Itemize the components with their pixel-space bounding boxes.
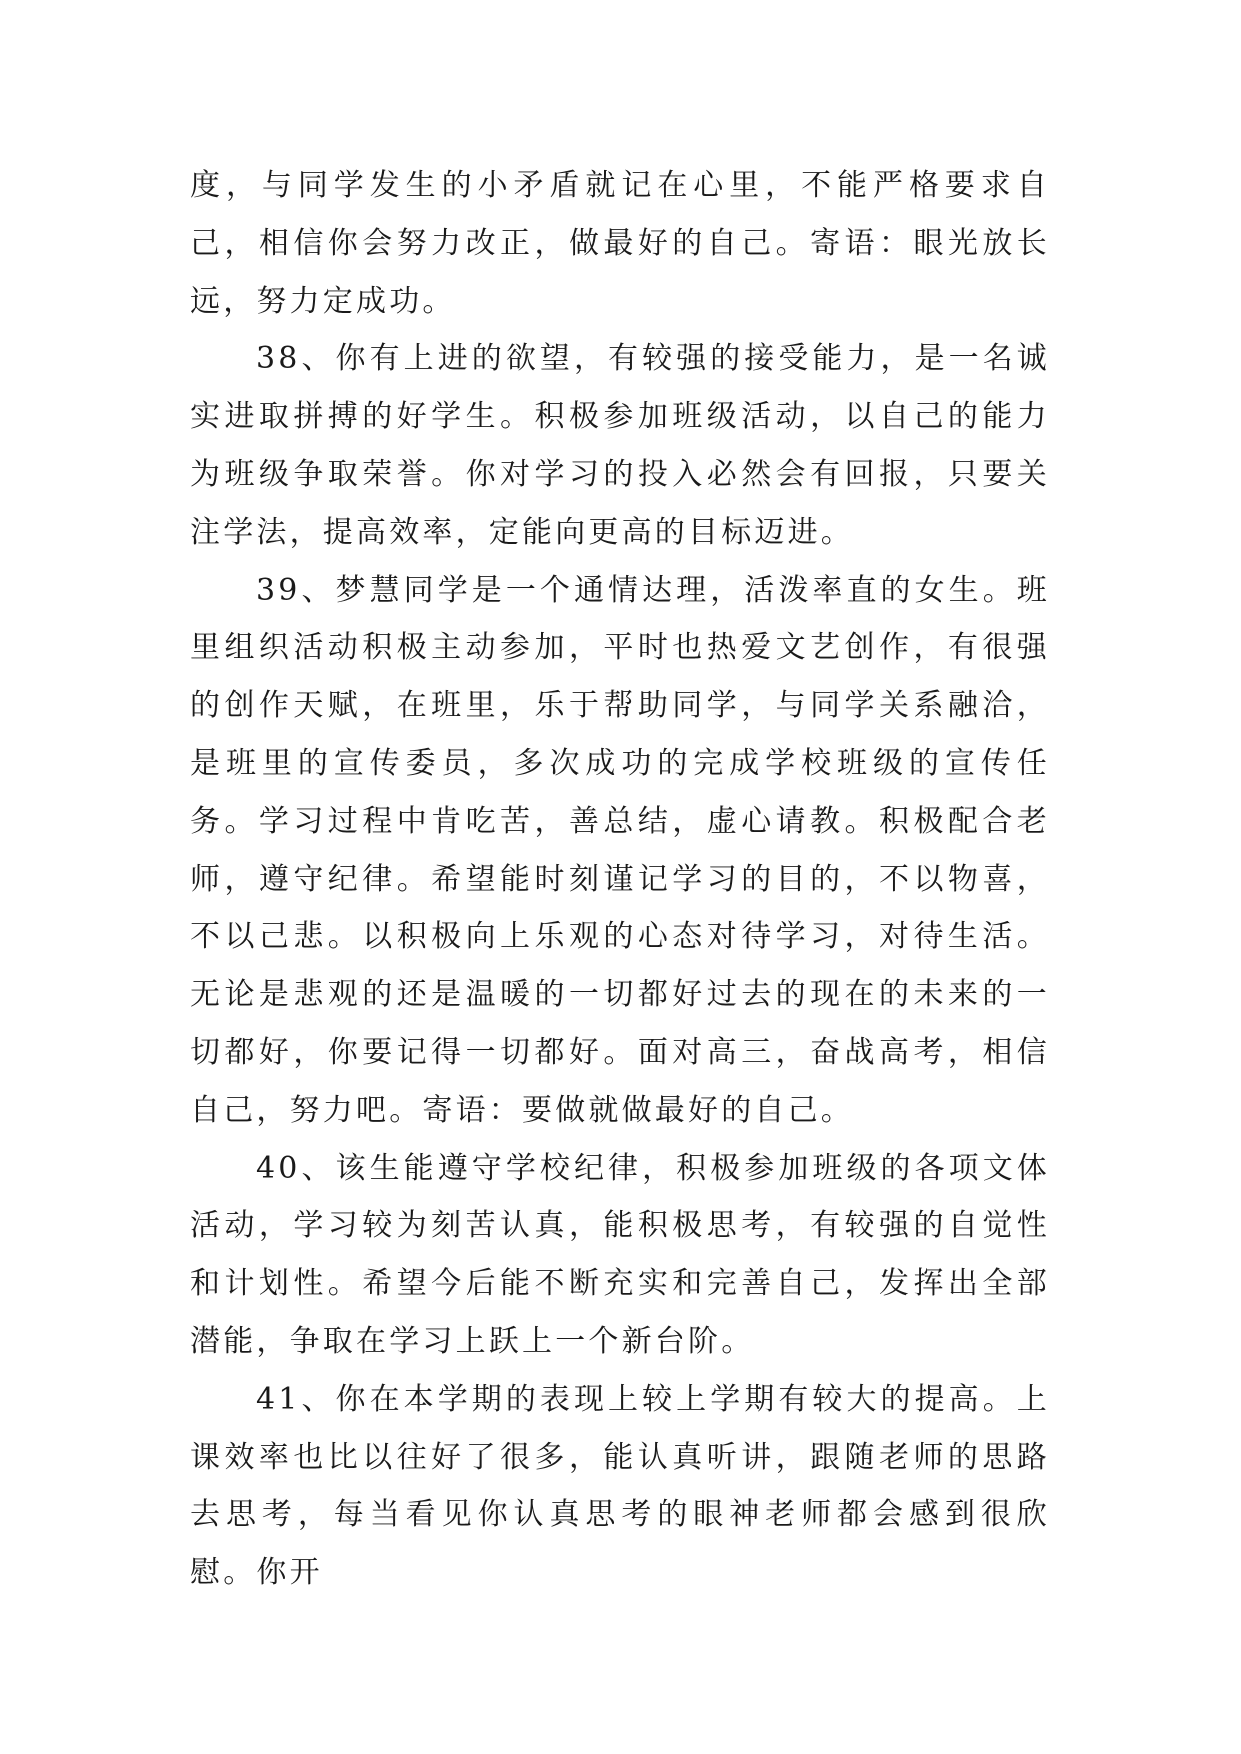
document-body xyxy=(190,157,1050,1602)
paragraph-38: 38、你有上进的欲望，有较强的接受能力，是一名诚实进取拼搏的好学生。积极参加班级活动，以自己的能力为班级争取荣誉。你对学习的投入必然会有回报，只要关注学法，提高效率，定能向更高的目标迈进。 xyxy=(190,341,1050,550)
paragraph-39: 39、梦慧同学是一个通情达理，活泼率直的女生。班里组织活动积极主动参加，平时也热爱文艺创作，有很强的创作天赋，在班里，乐于帮助同学，与同学关系融洽，是班里的宣传委员，多次成功的完成学校班级的宣传任务。学习过程中肯吃苦，善总结，虚心请教。积极配合老师，遵守纪律。希望能时刻谨记学习的目的，不以物喜，不以己悲。以积极向上乐观的心态对待学习，对待生活。无论是悲观的还是温暖的一切都好过去的现在的未来的一切都好，你要记得一切都好。面对高三，奋战高考，相信自己，努力吧。寄语：要做就做最好的自己。 xyxy=(190,572,1050,1128)
paragraph-continuation: 度，与同学发生的小矛盾就记在心里，不能严格要求自己，相信你会努力改正，做最好的自己。寄语：眼光放长远，努力定成功。 xyxy=(190,168,1050,319)
paragraph-40: 40、该生能遵守学校纪律，积极参加班级的各项文体活动，学习较为刻苦认真，能积极思考，有较强的自觉性和计划性。希望今后能不断充实和完善自己，发挥出全部潜能，争取在学习上跃上一个新台阶。 xyxy=(190,1150,1050,1359)
paragraph-41: 41、你在本学期的表现上较上学期有较大的提高。上课效率也比以往好了很多，能认真听讲，跟随老师的思路去思考，每当看见你认真思考的眼神老师都会感到很欣慰。你开 xyxy=(190,1381,1050,1591)
